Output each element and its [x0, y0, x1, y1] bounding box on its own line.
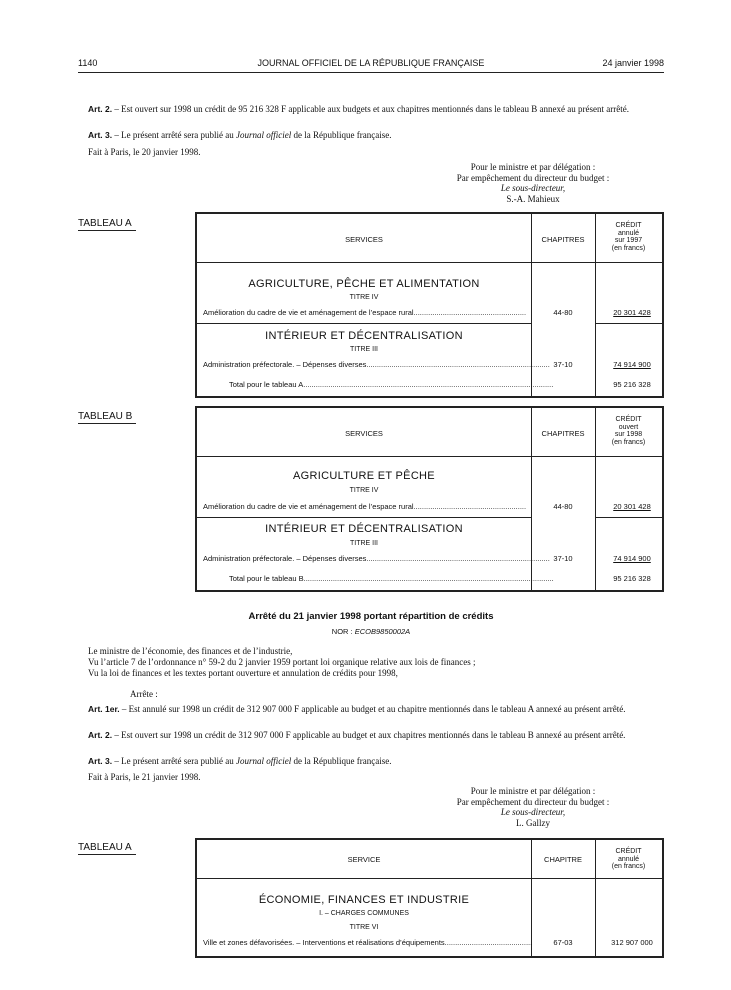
- col-chapitres: CHAPITRES: [541, 235, 585, 244]
- minister-line: Le ministre de l’économie, des finances et de l’industrie,: [88, 646, 293, 656]
- chapter-number: 44-80: [553, 502, 573, 511]
- article-1: Art. 1er. – Est annulé sur 1998 un crédit de 312 907 000 F applicable au budget et au chapitre mentionnés dans le tableau A annexé au présent arrêté.: [88, 704, 626, 714]
- page-header: [78, 58, 664, 72]
- header-rule: [78, 72, 664, 73]
- titre-label: TITRE IV: [349, 294, 379, 301]
- titre-label: TITRE III: [350, 346, 378, 353]
- signatory-name: S.-A. Mahieux: [506, 193, 560, 204]
- tableau-a2-label: TABLEAU A: [78, 842, 136, 855]
- table-row: Ville et zones défavorisées. – Interventions et réalisations d’équipements..........................................: [203, 938, 533, 947]
- section-title: ÉCONOMIE, FINANCES ET INDUSTRIE: [258, 894, 470, 906]
- journal-title: JOURNAL OFFICIEL DE LA RÉPUBLIQUE FRANÇAISE: [257, 58, 485, 68]
- chapter-number: 44-80: [553, 308, 573, 317]
- table-row: Amélioration du cadre de vie et aménagement de l’espace rural......................................................: [203, 502, 527, 511]
- arrete-label: Arrête :: [130, 689, 158, 699]
- signature-block: Pour le ministre et par délégation : Par empêchement du directeur du budget : Le sous-directeur, L. Gallzy: [403, 786, 663, 828]
- table-row: Administration préfectorale. – Dépenses diverses........................................................................................: [203, 554, 550, 563]
- titre-label: TITRE IV: [349, 487, 379, 494]
- tableau-a2-table: [195, 838, 664, 958]
- article-3: Art. 3. – Le présent arrêté sera publié au Journal officiel de la République française.: [88, 756, 392, 766]
- signatory-name: L. Gallzy: [516, 817, 550, 828]
- fait-a-paris: Fait à Paris, le 20 janvier 1998.: [88, 147, 201, 157]
- col-chapitre: CHAPITRE: [544, 855, 582, 864]
- decree-title: Arrêté du 21 janvier 1998 portant répartition de crédits: [248, 611, 494, 622]
- tableau-b-table: [195, 406, 664, 592]
- article-3: Art. 3. – Le présent arrêté sera publié au Journal officiel de la République française.: [88, 130, 392, 140]
- issue-date: 24 janvier 1998: [602, 58, 664, 68]
- page-number: 1140: [78, 58, 98, 68]
- col-services: SERVICES: [345, 429, 383, 438]
- vu-ordonnance: Vu l’article 7 de l’ordonnance n° 59-2 du 2 janvier 1959 portant loi organique relative aux lois de finances ;: [88, 657, 476, 667]
- col-service: SERVICE: [347, 855, 381, 864]
- section-title: AGRICULTURE, PÊCHE ET ALIMENTATION: [248, 278, 480, 290]
- nor-reference: NOR : ECOB9850002A: [331, 627, 411, 636]
- col-services: SERVICES: [345, 235, 383, 244]
- total-amount: 95 216 328: [613, 574, 651, 583]
- table-row: Administration préfectorale. – Dépenses diverses........................................................................................: [203, 360, 550, 369]
- chapter-number: 37-10: [553, 554, 573, 563]
- tableau-a-label: TABLEAU A: [78, 218, 136, 231]
- amount: 312 907 000: [611, 938, 653, 947]
- amount: 20 301 428: [613, 502, 651, 511]
- total-amount: 95 216 328: [613, 380, 651, 389]
- total-row: Total pour le tableau A........................................................................................................................: [229, 380, 554, 389]
- fait-a-paris: Fait à Paris, le 21 janvier 1998.: [88, 772, 201, 782]
- col-credit: CRÉDIT annulé sur 1997 (en francs): [611, 222, 646, 252]
- vu-loi: Vu la loi de finances et les textes portant ouverture et annulation de crédits pour 1998,: [88, 668, 398, 678]
- section-title: INTÉRIEUR ET DÉCENTRALISATION: [265, 330, 463, 342]
- tableau-a-table: [195, 212, 664, 398]
- section-title: INTÉRIEUR ET DÉCENTRALISATION: [265, 523, 463, 535]
- col-chapitres: CHAPITRES: [541, 429, 585, 438]
- section-title: AGRICULTURE ET PÊCHE: [293, 470, 435, 482]
- section-subtitle: I. – CHARGES COMMUNES: [319, 910, 409, 917]
- amount: 74 914 900: [613, 360, 651, 369]
- chapter-number: 67-03: [553, 938, 573, 947]
- col-credit: CRÉDIT annulé (en francs): [611, 848, 646, 870]
- signature-block: Pour le ministre et par délégation : Par empêchement du directeur du budget : Le sous-directeur, S.-A. Mahieux: [403, 162, 663, 204]
- amount: 74 914 900: [613, 554, 651, 563]
- chapter-number: 37-10: [553, 360, 573, 369]
- amount: 20 301 428: [613, 308, 651, 317]
- article-2: Art. 2. – Est ouvert sur 1998 un crédit de 312 907 000 F applicable au budget et aux chapitres mentionnés dans le tableau B annexé au présent arrêté.: [88, 730, 626, 740]
- article-2: Art. 2. – Est ouvert sur 1998 un crédit de 95 216 328 F applicable aux budgets et aux chapitres mentionnés dans le tableau B annexé au présent arrêté.: [88, 104, 629, 114]
- table-row: Amélioration du cadre de vie et aménagement de l’espace rural......................................................: [203, 308, 527, 317]
- col-credit: CRÉDIT ouvert sur 1998 (en francs): [611, 416, 646, 446]
- total-row: Total pour le tableau B........................................................................................................................: [229, 574, 554, 583]
- titre-label: TITRE VI: [349, 924, 379, 931]
- titre-label: TITRE III: [350, 540, 378, 547]
- tableau-b-label: TABLEAU B: [78, 411, 136, 424]
